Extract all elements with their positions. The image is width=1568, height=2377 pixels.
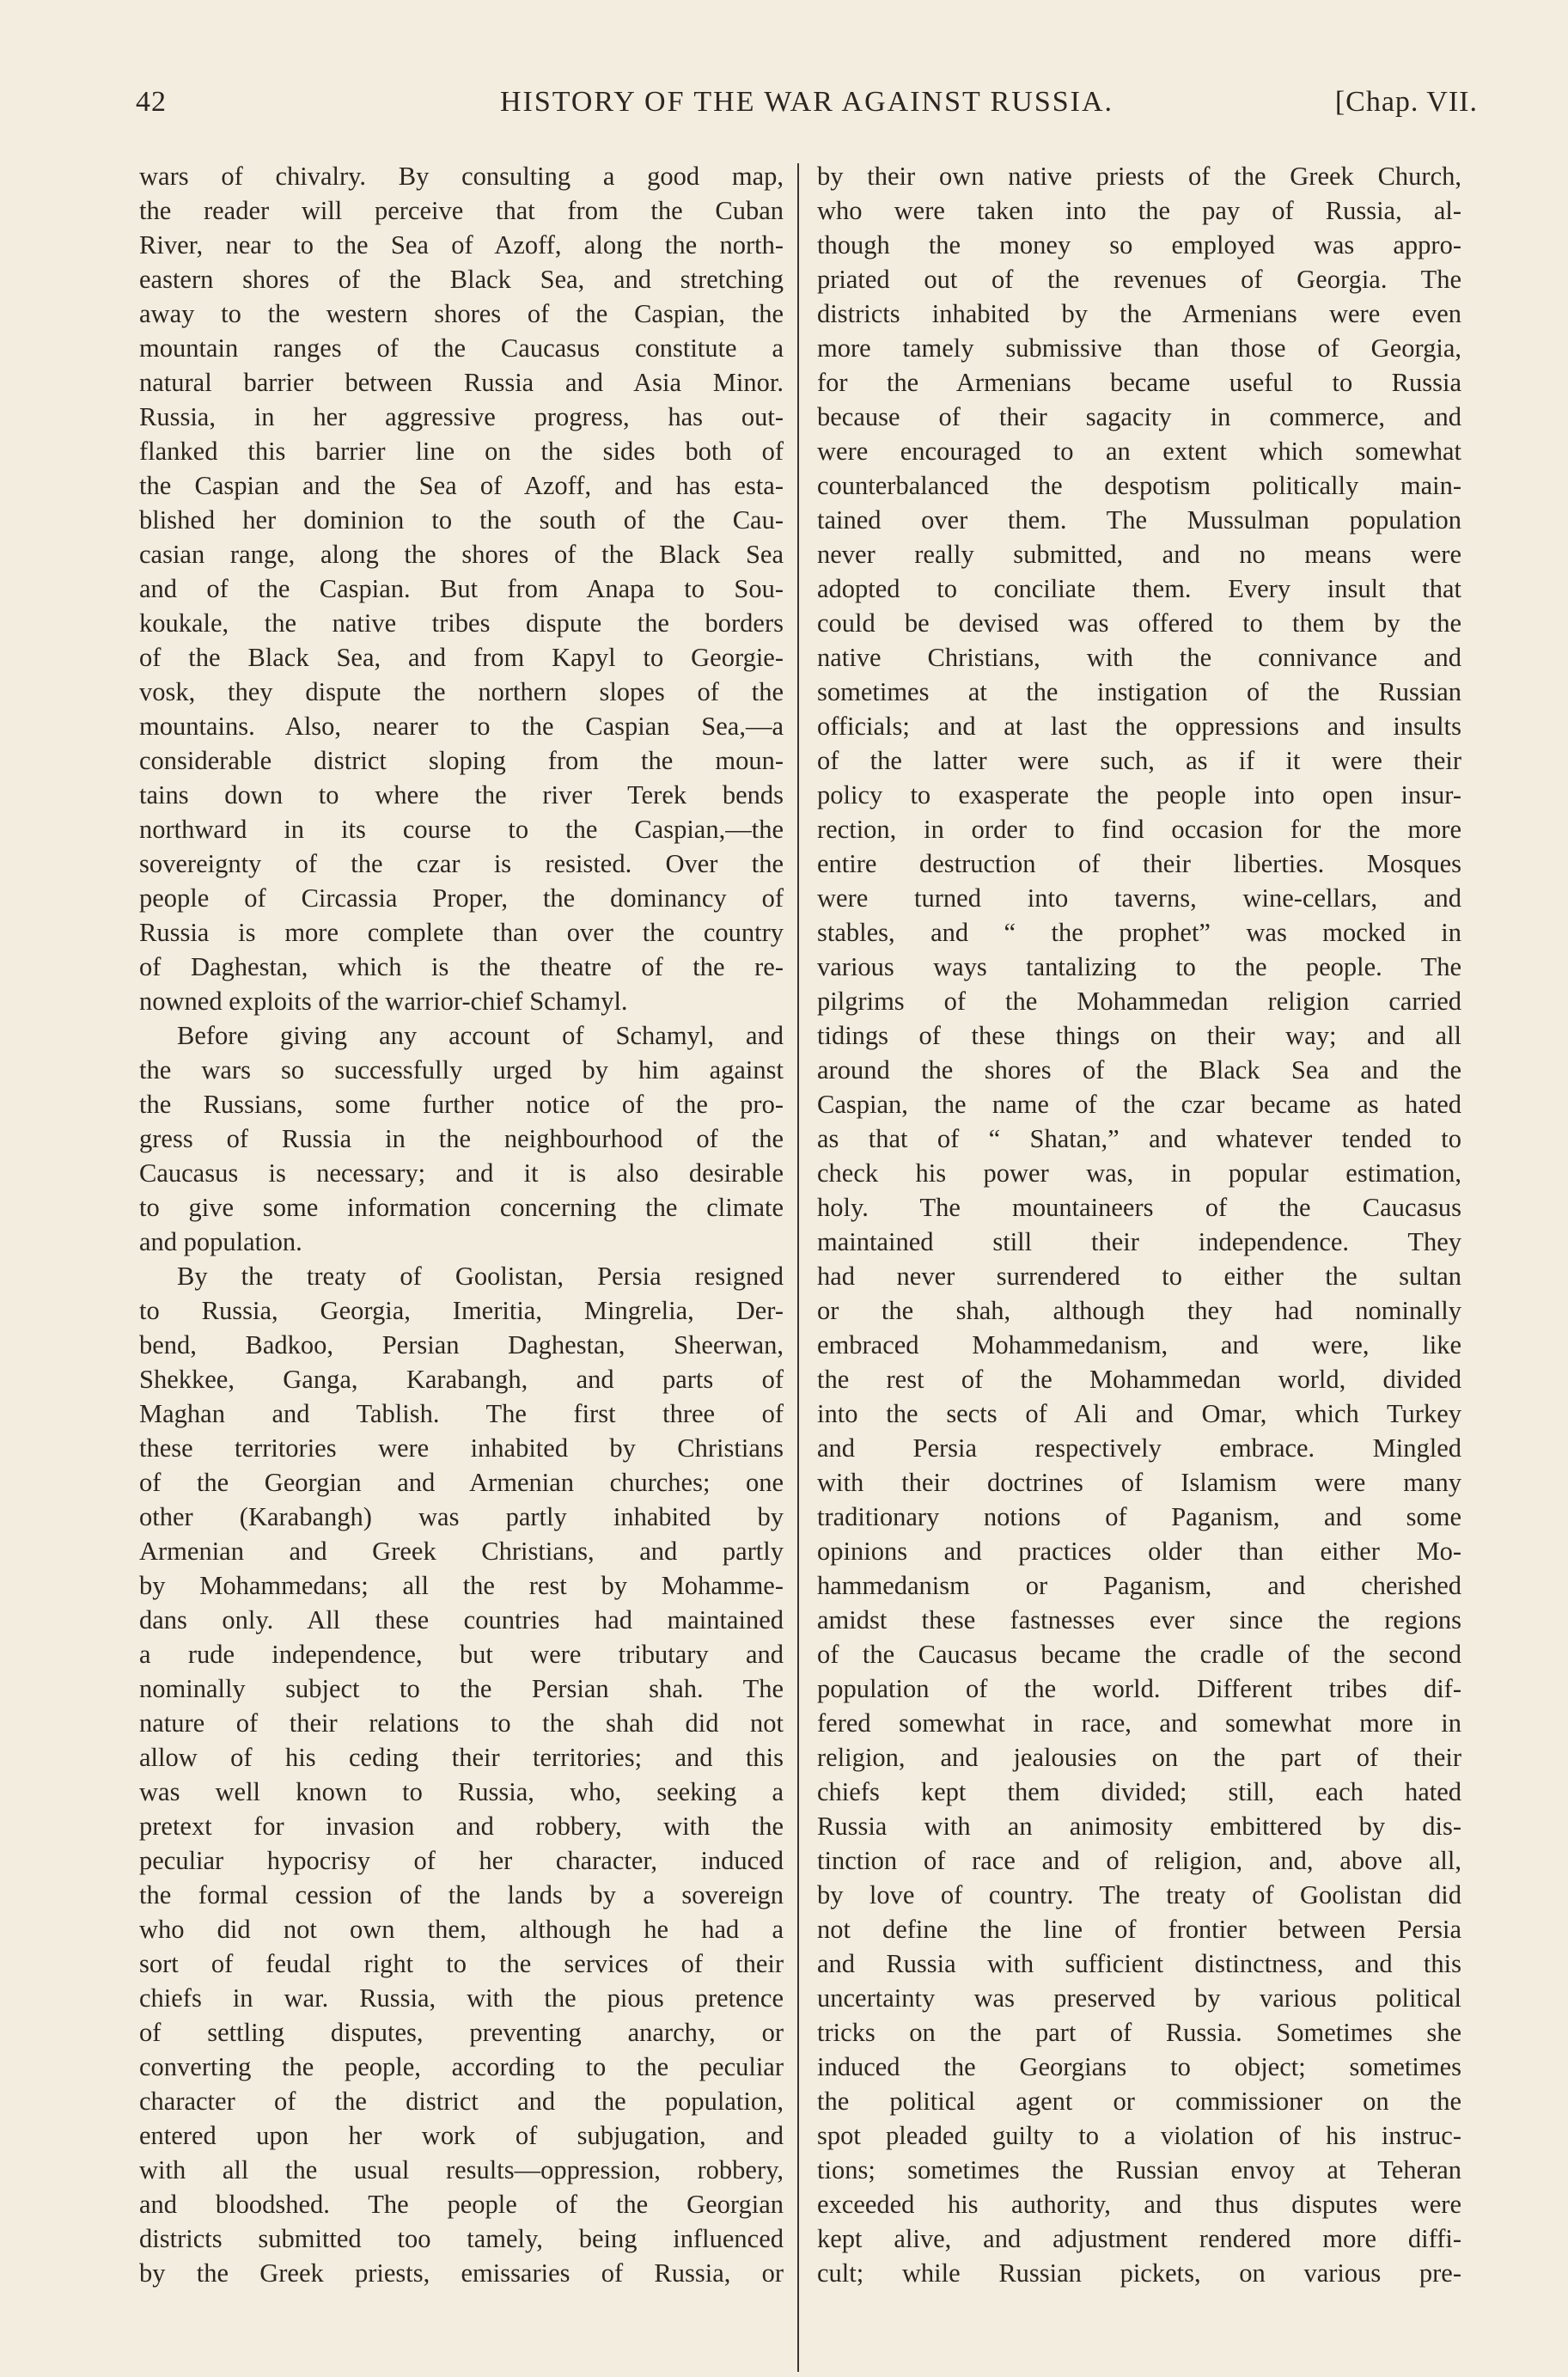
text-line: uncertainty was preserved by various political xyxy=(817,1983,1461,2013)
text-line: mountain ranges of the Caucasus constitute a xyxy=(139,333,784,363)
text-line: or the shah, although they had nominally xyxy=(817,1296,1461,1325)
text-line: fered somewhat in race, and somewhat more in xyxy=(817,1708,1461,1738)
text-line: entire destruction of their liberties. Mosques xyxy=(817,849,1461,878)
text-line: nowned exploits of the warrior-chief Schamyl. xyxy=(139,987,628,1016)
text-line: other (Karabangh) was partly inhabited by xyxy=(139,1502,784,1531)
text-line: gress of Russia in the neighbourhood of the xyxy=(139,1124,784,1153)
text-line: by love of country. The treaty of Goolistan did xyxy=(817,1880,1461,1910)
text-line: of the Caucasus became the cradle of the second xyxy=(817,1640,1461,1669)
text-line: By the treaty of Goolistan, Persia resigned xyxy=(177,1262,784,1291)
text-line: induced the Georgians to object; sometimes xyxy=(817,2052,1461,2081)
text-line: and of the Caspian. But from Anapa to Sou- xyxy=(139,574,784,603)
text-line: the rest of the Mohammedan world, divided xyxy=(817,1365,1461,1394)
text-line: of settling disputes, preventing anarchy, or xyxy=(139,2018,784,2047)
text-line: various ways tantalizing to the people. The xyxy=(817,952,1461,981)
text-line: of the latter were such, as if it were their xyxy=(817,746,1461,775)
text-line: and Russia with sufficient distinctness, and this xyxy=(817,1949,1461,1978)
text-line: not define the line of frontier between Persia xyxy=(817,1915,1461,1944)
text-line: cult; while Russian pickets, on various pre- xyxy=(817,2258,1461,2288)
text-line: Caucasus is necessary; and it is also desirable xyxy=(139,1158,784,1188)
text-line: natural barrier between Russia and Asia Minor. xyxy=(139,368,784,397)
text-line: exceeded his authority, and thus disputes were xyxy=(817,2190,1461,2219)
text-line: around the shores of the Black Sea and the xyxy=(817,1055,1461,1085)
text-line: nature of their relations to the shah did not xyxy=(139,1708,784,1738)
text-line: character of the district and the population, xyxy=(139,2087,784,2116)
text-line: for the Armenians became useful to Russia xyxy=(817,368,1461,397)
text-line: could be devised was offered to them by the xyxy=(817,608,1461,638)
text-line: casian range, along the shores of the Black Sea xyxy=(139,540,784,569)
text-line: Russia, in her aggressive progress, has out- xyxy=(139,402,784,431)
text-line: stables, and “ the prophet” was mocked in xyxy=(817,918,1461,947)
text-line: to Russia, Georgia, Imeritia, Mingrelia, Der- xyxy=(139,1296,784,1325)
text-line: Armenian and Greek Christians, and partly xyxy=(139,1537,784,1566)
text-line: because of their sagacity in commerce, and xyxy=(817,402,1461,431)
text-line: counterbalanced the despotism politically main- xyxy=(817,471,1461,500)
text-line: of the Black Sea, and from Kapyl to Georgie- xyxy=(139,643,784,672)
text-line: policy to exasperate the people into open insur- xyxy=(817,780,1461,810)
text-line: religion, and jealousies on the part of their xyxy=(817,1743,1461,1772)
text-line: considerable district sloping from the moun- xyxy=(139,746,784,775)
text-line: Before giving any account of Schamyl, and xyxy=(177,1021,784,1050)
chapter-label: [Chap. VII. xyxy=(1334,86,1478,118)
text-line: who did not own them, although he had a xyxy=(139,1915,784,1944)
text-line: of the Georgian and Armenian churches; one xyxy=(139,1468,784,1497)
text-line: opinions and practices older than either Mo- xyxy=(817,1537,1461,1566)
text-line: sort of feudal right to the services of their xyxy=(139,1949,784,1978)
text-line: sovereignty of the czar is resisted. Over the xyxy=(139,849,784,878)
text-line: had never surrendered to either the sultan xyxy=(817,1262,1461,1291)
text-line: nominally subject to the Persian shah. The xyxy=(139,1674,784,1703)
text-line: entered upon her work of subjugation, and xyxy=(139,2121,784,2150)
text-line: Russia with an animosity embittered by dis- xyxy=(817,1812,1461,1841)
text-line: with their doctrines of Islamism were many xyxy=(817,1468,1461,1497)
text-line: tinction of race and of religion, and, above all, xyxy=(817,1846,1461,1875)
text-line: and population. xyxy=(139,1227,302,1256)
text-line: tains down to where the river Terek bends xyxy=(139,780,784,810)
text-line: to give some information concerning the climate xyxy=(139,1193,784,1222)
text-line: people of Circassia Proper, the dominancy of xyxy=(139,883,784,913)
text-line: by Mohammedans; all the rest by Mohamme- xyxy=(139,1571,784,1600)
page-header xyxy=(136,86,1478,129)
text-line: holy. The mountaineers of the Caucasus xyxy=(817,1193,1461,1222)
text-line: converting the people, according to the peculiar xyxy=(139,2052,784,2081)
text-line: a rude independence, but were tributary and xyxy=(139,1640,784,1669)
text-line: the political agent or commissioner on the xyxy=(817,2087,1461,2116)
text-line: Shekkee, Ganga, Karabangh, and parts of xyxy=(139,1365,784,1394)
text-line: and Persia respectively embrace. Mingled xyxy=(817,1433,1461,1463)
text-line: more tamely submissive than those of Georgia, xyxy=(817,333,1461,363)
page-number: 42 xyxy=(136,86,167,118)
text-line: the reader will perceive that from the Cuban xyxy=(139,196,784,225)
text-line: eastern shores of the Black Sea, and stretching xyxy=(139,265,784,294)
text-line: vosk, they dispute the northern slopes of the xyxy=(139,677,784,706)
text-line: by the Greek priests, emissaries of Russia, or xyxy=(139,2258,784,2288)
text-line: dans only. All these countries had maintained xyxy=(139,1605,784,1635)
text-line: allow of his ceding their territories; and this xyxy=(139,1743,784,1772)
text-line: priated out of the revenues of Georgia. The xyxy=(817,265,1461,294)
text-line: officials; and at last the oppressions and insults xyxy=(817,712,1461,741)
text-line: spot pleaded guilty to a violation of his instruc- xyxy=(817,2121,1461,2150)
text-line: the formal cession of the lands by a sovereign xyxy=(139,1880,784,1910)
text-line: maintained still their independence. They xyxy=(817,1227,1461,1256)
text-line: tained over them. The Mussulman population xyxy=(817,505,1461,535)
text-line: were turned into taverns, wine-cellars, and xyxy=(817,883,1461,913)
text-line: blished her dominion to the south of the Cau- xyxy=(139,505,784,535)
text-line: with all the usual results—oppression, robbery, xyxy=(139,2155,784,2185)
text-line: by their own native priests of the Greek Church, xyxy=(817,162,1461,191)
text-line: never really submitted, and no means were xyxy=(817,540,1461,569)
text-line: and bloodshed. The people of the Georgian xyxy=(139,2190,784,2219)
text-line: bend, Badkoo, Persian Daghestan, Sheerwan, xyxy=(139,1330,784,1360)
text-line: sometimes at the instigation of the Russian xyxy=(817,677,1461,706)
text-line: as that of “ Shatan,” and whatever tended to xyxy=(817,1124,1461,1153)
text-line: population of the world. Different tribes dif- xyxy=(817,1674,1461,1703)
text-line: River, near to the Sea of Azoff, along the north- xyxy=(139,230,784,260)
text-line: pretext for invasion and robbery, with the xyxy=(139,1812,784,1841)
text-line: wars of chivalry. By consulting a good map, xyxy=(139,162,784,191)
text-line: traditionary notions of Paganism, and some xyxy=(817,1502,1461,1531)
text-line: amidst these fastnesses ever since the regions xyxy=(817,1605,1461,1635)
text-line: who were taken into the pay of Russia, al- xyxy=(817,196,1461,225)
text-line: away to the western shores of the Caspian, the xyxy=(139,299,784,328)
text-line: the Caspian and the Sea of Azoff, and has esta- xyxy=(139,471,784,500)
text-line: adopted to conciliate them. Every insult that xyxy=(817,574,1461,603)
text-line: tricks on the part of Russia. Sometimes she xyxy=(817,2018,1461,2047)
text-line: the Russians, some further notice of the pro- xyxy=(139,1090,784,1119)
text-line: northward in its course to the Caspian,—the xyxy=(139,815,784,844)
text-line: into the sects of Ali and Omar, which Turkey xyxy=(817,1399,1461,1428)
text-line: hammedanism or Paganism, and cherished xyxy=(817,1571,1461,1600)
text-line: the wars so successfully urged by him against xyxy=(139,1055,784,1085)
text-line: mountains. Also, nearer to the Caspian Sea,—a xyxy=(139,712,784,741)
text-line: check his power was, in popular estimation, xyxy=(817,1158,1461,1188)
right-column xyxy=(817,159,1461,2290)
text-line: koukale, the native tribes dispute the borders xyxy=(139,608,784,638)
text-line: Maghan and Tablish. The first three of xyxy=(139,1399,784,1428)
text-line: kept alive, and adjustment rendered more diffi- xyxy=(817,2224,1461,2253)
text-line: flanked this barrier line on the sides both of xyxy=(139,437,784,466)
text-line: native Christians, with the connivance and xyxy=(817,643,1461,672)
text-line: chiefs kept them divided; still, each hated xyxy=(817,1777,1461,1806)
text-line: districts submitted too tamely, being influenced xyxy=(139,2224,784,2253)
text-line: districts inhabited by the Armenians were even xyxy=(817,299,1461,328)
text-line: Russia is more complete than over the country xyxy=(139,918,784,947)
text-line: tidings of these things on their way; and all xyxy=(817,1021,1461,1050)
running-title: HISTORY OF THE WAR AGAINST RUSSIA. xyxy=(499,86,1114,118)
text-line: Caspian, the name of the czar became as hated xyxy=(817,1090,1461,1119)
text-line: rection, in order to find occasion for the more xyxy=(817,815,1461,844)
column-divider xyxy=(797,163,799,2372)
text-line: chiefs in war. Russia, with the pious pretence xyxy=(139,1983,784,2013)
text-line: were encouraged to an extent which somewhat xyxy=(817,437,1461,466)
text-line: though the money so employed was appro- xyxy=(817,230,1461,260)
text-line: embraced Mohammedanism, and were, like xyxy=(817,1330,1461,1360)
text-line: of Daghestan, which is the theatre of the re- xyxy=(139,952,784,981)
text-line: these territories were inhabited by Christians xyxy=(139,1433,784,1463)
text-line: pilgrims of the Mohammedan religion carried xyxy=(817,987,1461,1016)
text-line: tions; sometimes the Russian envoy at Teheran xyxy=(817,2155,1461,2185)
text-line: peculiar hypocrisy of her character, induced xyxy=(139,1846,784,1875)
left-column xyxy=(139,159,784,2290)
text-line: was well known to Russia, who, seeking a xyxy=(139,1777,784,1806)
